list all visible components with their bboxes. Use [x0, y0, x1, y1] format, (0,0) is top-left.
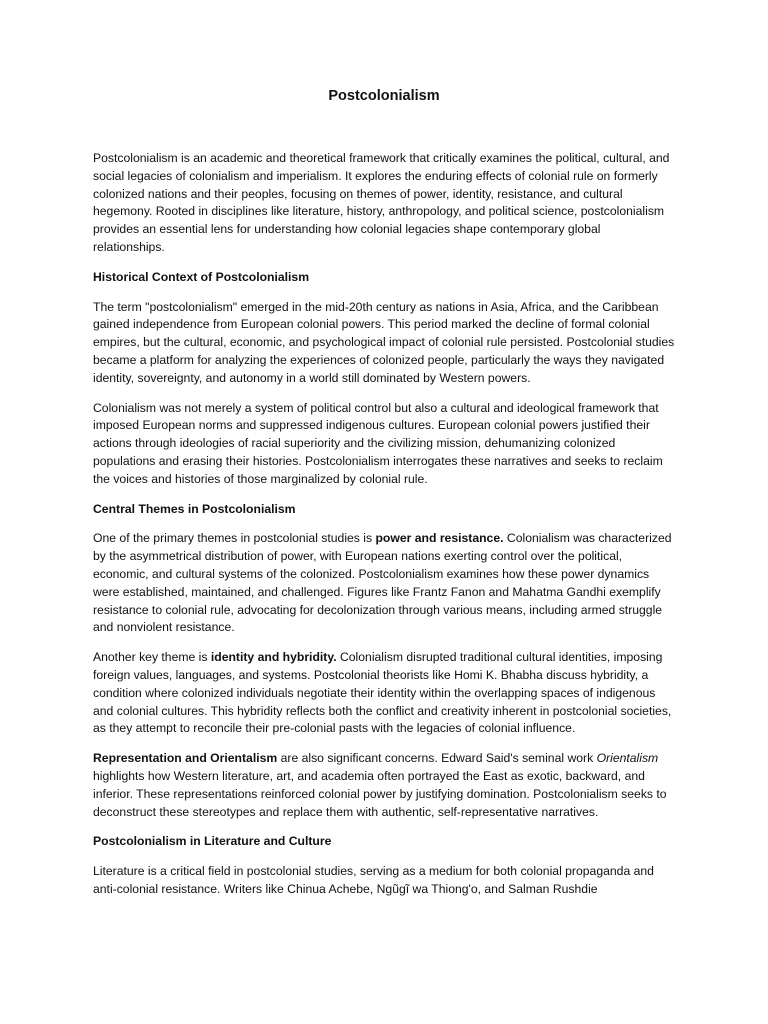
bold-phrase: identity and hybridity.: [210, 650, 337, 665]
paragraph-text: Colonialism disrupted traditional cultural identities, imposing foreign values, languages, and systems. Postcolonial theorists like Homi K. Bhabha discuss hybridity, a condition where colonized individuals negotiate their identity within the overlapping spaces of indigenous and colonial cultures. This hybridity reflects both the conflict and creativity inherent in postcolonial societies, as they attempt to reconcile their pre-colonial pasts with the legacies of colonial influence.: [93, 650, 672, 736]
italic-title: Orientalism: [596, 751, 659, 766]
themes-paragraph-power: [93, 530, 675, 637]
section-heading-historical-context: Historical Context of Postcolonialism: [93, 269, 310, 284]
historical-paragraph-1: The term "postcolonialism" emerged in the mid-20th century as nations in Asia, Africa, and the Caribbean gained independence from European colonial powers. This period marked the decline of formal colonial empires, but the cultural, economic, and psychological impact of colonial rule persisted. Postcolonial studies became a platform for analyzing the experiences of colonized people, particularly the ways they navigated identity, sovereignty, and autonomy in a world still dominated by Western powers.: [93, 299, 675, 385]
historical-paragraph-2: Colonialism was not merely a system of political control but also a cultural and ideological framework that imposed European norms and suppressed indigenous cultures. European colonial powers justified their actions through ideologies of racial superiority and the civilizing mission, dehumanizing colonized populations and erasing their histories. Postcolonialism interrogates these narratives and seeks to reclaim the voices and histories of those marginalized by colonial rule.: [93, 400, 663, 486]
section-heading-central-themes: Central Themes in Postcolonialism: [93, 501, 296, 516]
bold-phrase: Representation and Orientalism: [93, 751, 278, 766]
paragraph-text: Another key theme is: [93, 650, 211, 665]
document-body: [93, 150, 675, 911]
paragraph-text: Colonialism was characterized by the asymmetrical distribution of power, with European nations exerting control over the political, economic, and cultural systems of the colonized. Postcolonialism examines how these power dynamics were established, maintained, and challenged. Figures like Frantz Fanon and Mahatma Gandhi exemplify resistance to colonial rule, advocating for decolonization through various means, including armed struggle and nonviolent resistance.: [93, 531, 672, 635]
paragraph-text: are also significant concerns. Edward Said's seminal work: [277, 751, 597, 766]
intro-paragraph: Postcolonialism is an academic and theoretical framework that critically examines the political, cultural, and social legacies of colonialism and imperialism. It explores the enduring effects of colonial rule on formerly colonized nations and their peoples, focusing on themes of power, identity, resistance, and cultural hegemony. Rooted in disciplines like literature, history, anthropology, and political science, postcolonialism provides an essential lens for understanding how colonial legacies shape contemporary global relationships.: [93, 151, 670, 254]
bold-phrase: power and resistance.: [375, 531, 504, 546]
themes-paragraph-representation: [93, 750, 675, 821]
literature-paragraph: Literature is a critical field in postcolonial studies, serving as a medium for both colonial propaganda and anti-colonial resistance. Writers like Chinua Achebe, Ngũgĩ wa Thiong'o, and Salman Rushdie: [93, 864, 654, 896]
page-title: Postcolonialism: [328, 88, 440, 104]
paragraph-text: One of the primary themes in postcolonial studies is: [93, 531, 376, 546]
section-heading-literature-culture: Postcolonialism in Literature and Culture: [93, 834, 332, 849]
themes-paragraph-identity: [93, 649, 675, 738]
paragraph-text: highlights how Western literature, art, and academia often portrayed the East as exotic, backward, and inferior. These representations reinforced colonial power by justifying domination. Postcolonialism seeks to deconstruct these stereotypes and replace them with authentic, self-representative narratives.: [93, 768, 667, 819]
